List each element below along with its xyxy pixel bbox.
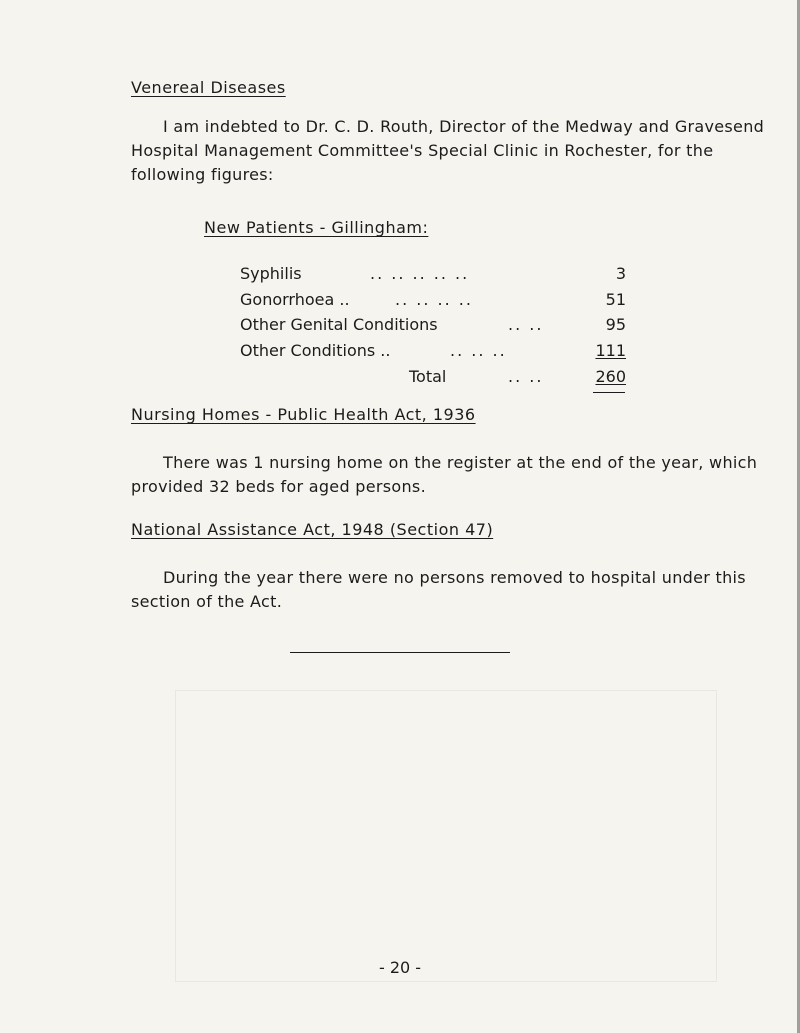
row-label: Syphilis [240,264,302,283]
leader-dots: .. .. [508,315,544,334]
table-row [240,341,626,363]
row-value: 111 [595,341,626,360]
bleed-through-box [175,690,717,982]
nursing-homes-text: There was 1 nursing home on the register at the end of the year, which provided 32 beds for aged persons. [131,453,758,496]
page-title: Venereal Diseases [131,78,286,97]
nursing-homes-paragraph [131,451,771,499]
total-double-rule [593,392,625,393]
table-row [240,290,626,312]
section-divider [290,652,510,653]
nursing-homes-heading: Nursing Homes - Public Health Act, 1936 [131,405,476,424]
leader-dots: .. .. .. [450,341,507,360]
new-patients-heading: New Patients - Gillingham: [204,218,429,237]
national-assistance-heading: National Assistance Act, 1948 (Section 47) [131,520,494,539]
leader-dots: .. .. [508,367,544,386]
total-row [240,367,626,389]
row-label: Other Conditions .. [240,341,391,360]
intro-text: I am indebted to Dr. C. D. Routh, Director of the Medway and Gravesend Hospital Management Committee's Special Clinic in Rochester, for the following figures: [131,117,765,184]
row-value: 95 [605,315,626,334]
row-value: 51 [605,290,626,309]
leader-dots: .. .. .. .. [395,290,473,309]
table-row [240,264,626,286]
national-assistance-text: During the year there were no persons removed to hospital under this section of the Act. [131,568,746,611]
total-value: 260 [595,367,626,386]
row-value: 3 [615,264,626,283]
bleed-through-mark [560,92,700,112]
table-row [240,315,626,337]
page-number: - 20 - [378,958,422,977]
row-label: Other Genital Conditions [240,315,438,334]
total-label: Total [409,367,447,386]
row-label: Gonorrhoea .. [240,290,350,309]
national-assistance-paragraph [131,566,751,614]
leader-dots: .. .. .. .. .. [370,264,470,283]
intro-paragraph [131,115,771,187]
